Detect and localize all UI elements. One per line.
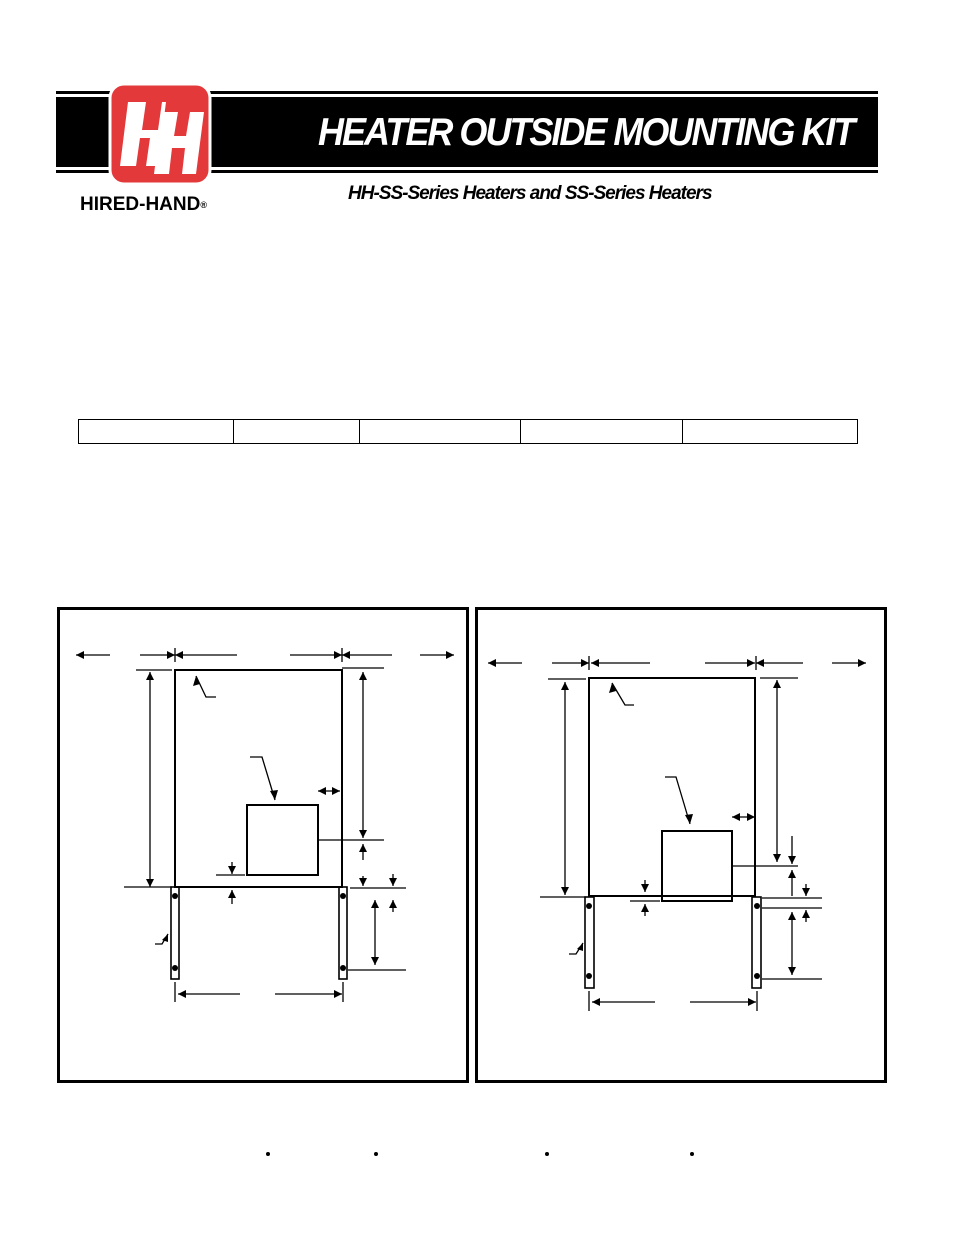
diagram-left-drawing	[60, 610, 466, 1080]
page-subtitle: HH-SS-Series Heaters and SS-Series Heaters	[348, 183, 712, 204]
spec-table	[78, 419, 858, 444]
diagram-right-drawing	[478, 610, 884, 1080]
footer-separator	[374, 1152, 378, 1156]
brand-name	[80, 193, 250, 217]
table-cell	[521, 420, 683, 444]
page-title: HEATER OUTSIDE MOUNTING KIT	[318, 109, 854, 154]
brand-text: HIRED-HAND	[80, 194, 201, 215]
footer-separator	[545, 1152, 549, 1156]
footer-separator	[690, 1152, 694, 1156]
table-cell	[79, 420, 234, 444]
mounting-diagram-right	[475, 607, 887, 1083]
table-cell	[360, 420, 521, 444]
table-cell	[234, 420, 360, 444]
hh-logo-icon	[106, 82, 214, 186]
table-row	[79, 420, 858, 444]
table-cell	[683, 420, 858, 444]
registered-mark: ®	[200, 200, 207, 210]
mounting-diagram-left	[57, 607, 469, 1083]
footer-separator	[266, 1152, 270, 1156]
